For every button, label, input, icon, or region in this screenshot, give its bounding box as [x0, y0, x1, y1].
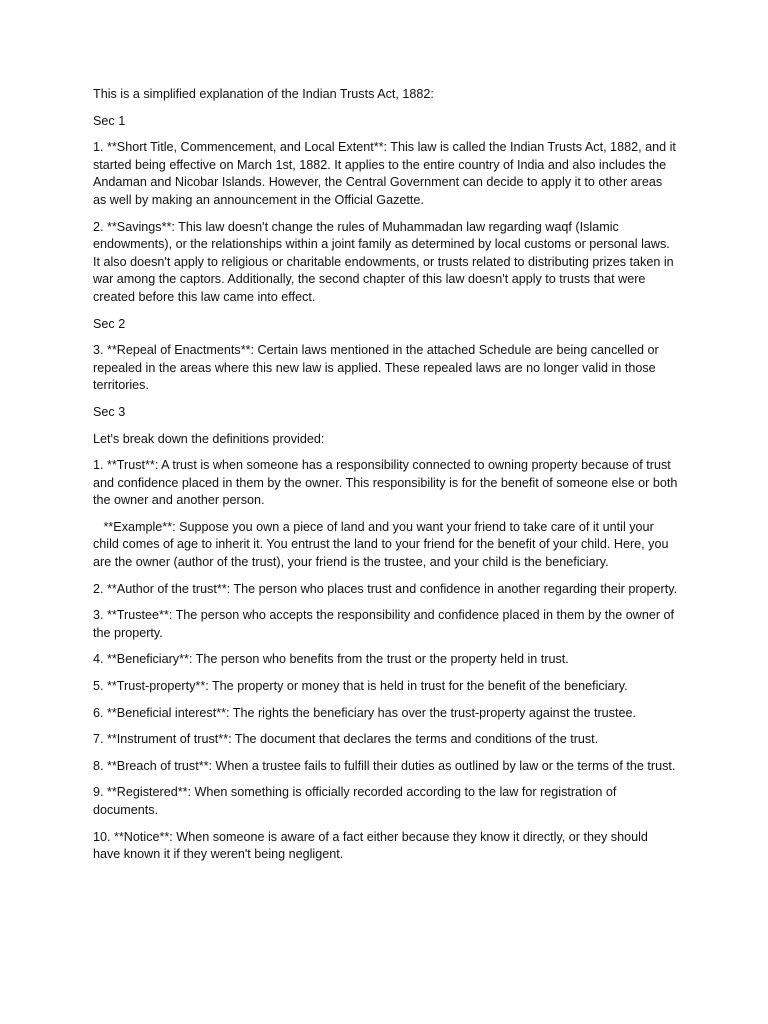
definition-beneficial-interest: 6. **Beneficial interest**: The rights the beneficiary has over the trust-property against the trustee. [93, 705, 636, 720]
definition-beneficiary: 4. **Beneficiary**: The person who benefits from the trust or the property held in trust. [93, 652, 569, 667]
definition-trustee: 3. **Trustee**: The person who accepts the responsibility and confidence placed in them by the owner of the property. [93, 608, 678, 640]
definitions-intro: Let's break down the definitions provided: [93, 431, 325, 446]
definition-author-of-trust: 2. **Author of the trust**: The person who places trust and confidence in another regarding their property. [93, 581, 678, 596]
item-repeal-of-enactments: 3. **Repeal of Enactments**: Certain laws mentioned in the attached Schedule are being cancelled or repealed in the areas where this new law is applied. These repealed laws are no longer valid in those territories. [93, 343, 663, 393]
section-heading-sec-2: Sec 2 [93, 316, 126, 331]
definition-notice: 10. **Notice**: When someone is aware of a fact either because they know it directly, or they should have known it if they weren't being negligent. [93, 829, 652, 862]
intro-line: This is a simplified explanation of the Indian Trusts Act, 1882: [93, 87, 434, 101]
definition-instrument-of-trust: 7. **Instrument of trust**: The document that declares the terms and conditions of the trust. [93, 732, 599, 747]
item-short-title: 1. **Short Title, Commencement, and Local Extent**: This law is called the Indian Trusts Act, 1882, and it started being effective on March 1st, 1882. It applies to the entire country of India and also includes the Andaman and Nicobar Islands. However, the Central Government can decide to apply it to other areas as well by making an announcement in the Official Gazette. [93, 140, 680, 207]
definition-breach-of-trust: 8. **Breach of trust**: When a trustee fails to fulfill their duties as outlined by law or the terms of the trust. [93, 758, 676, 773]
definition-trust-property: 5. **Trust-property**: The property or money that is held in trust for the benefit of the beneficiary. [93, 679, 628, 694]
definition-registered: 9. **Registered**: When something is officially recorded according to the law for registration of documents. [93, 785, 620, 817]
document-page [93, 86, 681, 873]
definition-trust-example: **Example**: Suppose you own a piece of land and you want your friend to take care of it until your child comes of age to inherit it. You entrust the land to your friend for the benefit of your child. Here, you are the owner (author of the trust), your friend is the trustee, and your child is the beneficiary. [93, 519, 672, 570]
item-savings: 2. **Savings**: This law doesn't change the rules of Muhammadan law regarding waqf (Islamic endowments), or the relationships within a joint family as determined by local customs or personal laws. It also doesn't apply to religious or charitable endowments, or trusts related to distributing prizes taken in war among the captors. Additionally, the second chapter of this law doesn't apply to trusts that were created before this law came into effect. [93, 219, 678, 304]
section-heading-sec-1: Sec 1 [93, 113, 126, 128]
definition-trust: 1. **Trust**: A trust is when someone has a responsibility connected to owning property because of trust and confidence placed in them by the owner. This responsibility is for the benefit of someone else or both the owner and another person. [93, 458, 681, 508]
section-heading-sec-3: Sec 3 [93, 404, 126, 419]
